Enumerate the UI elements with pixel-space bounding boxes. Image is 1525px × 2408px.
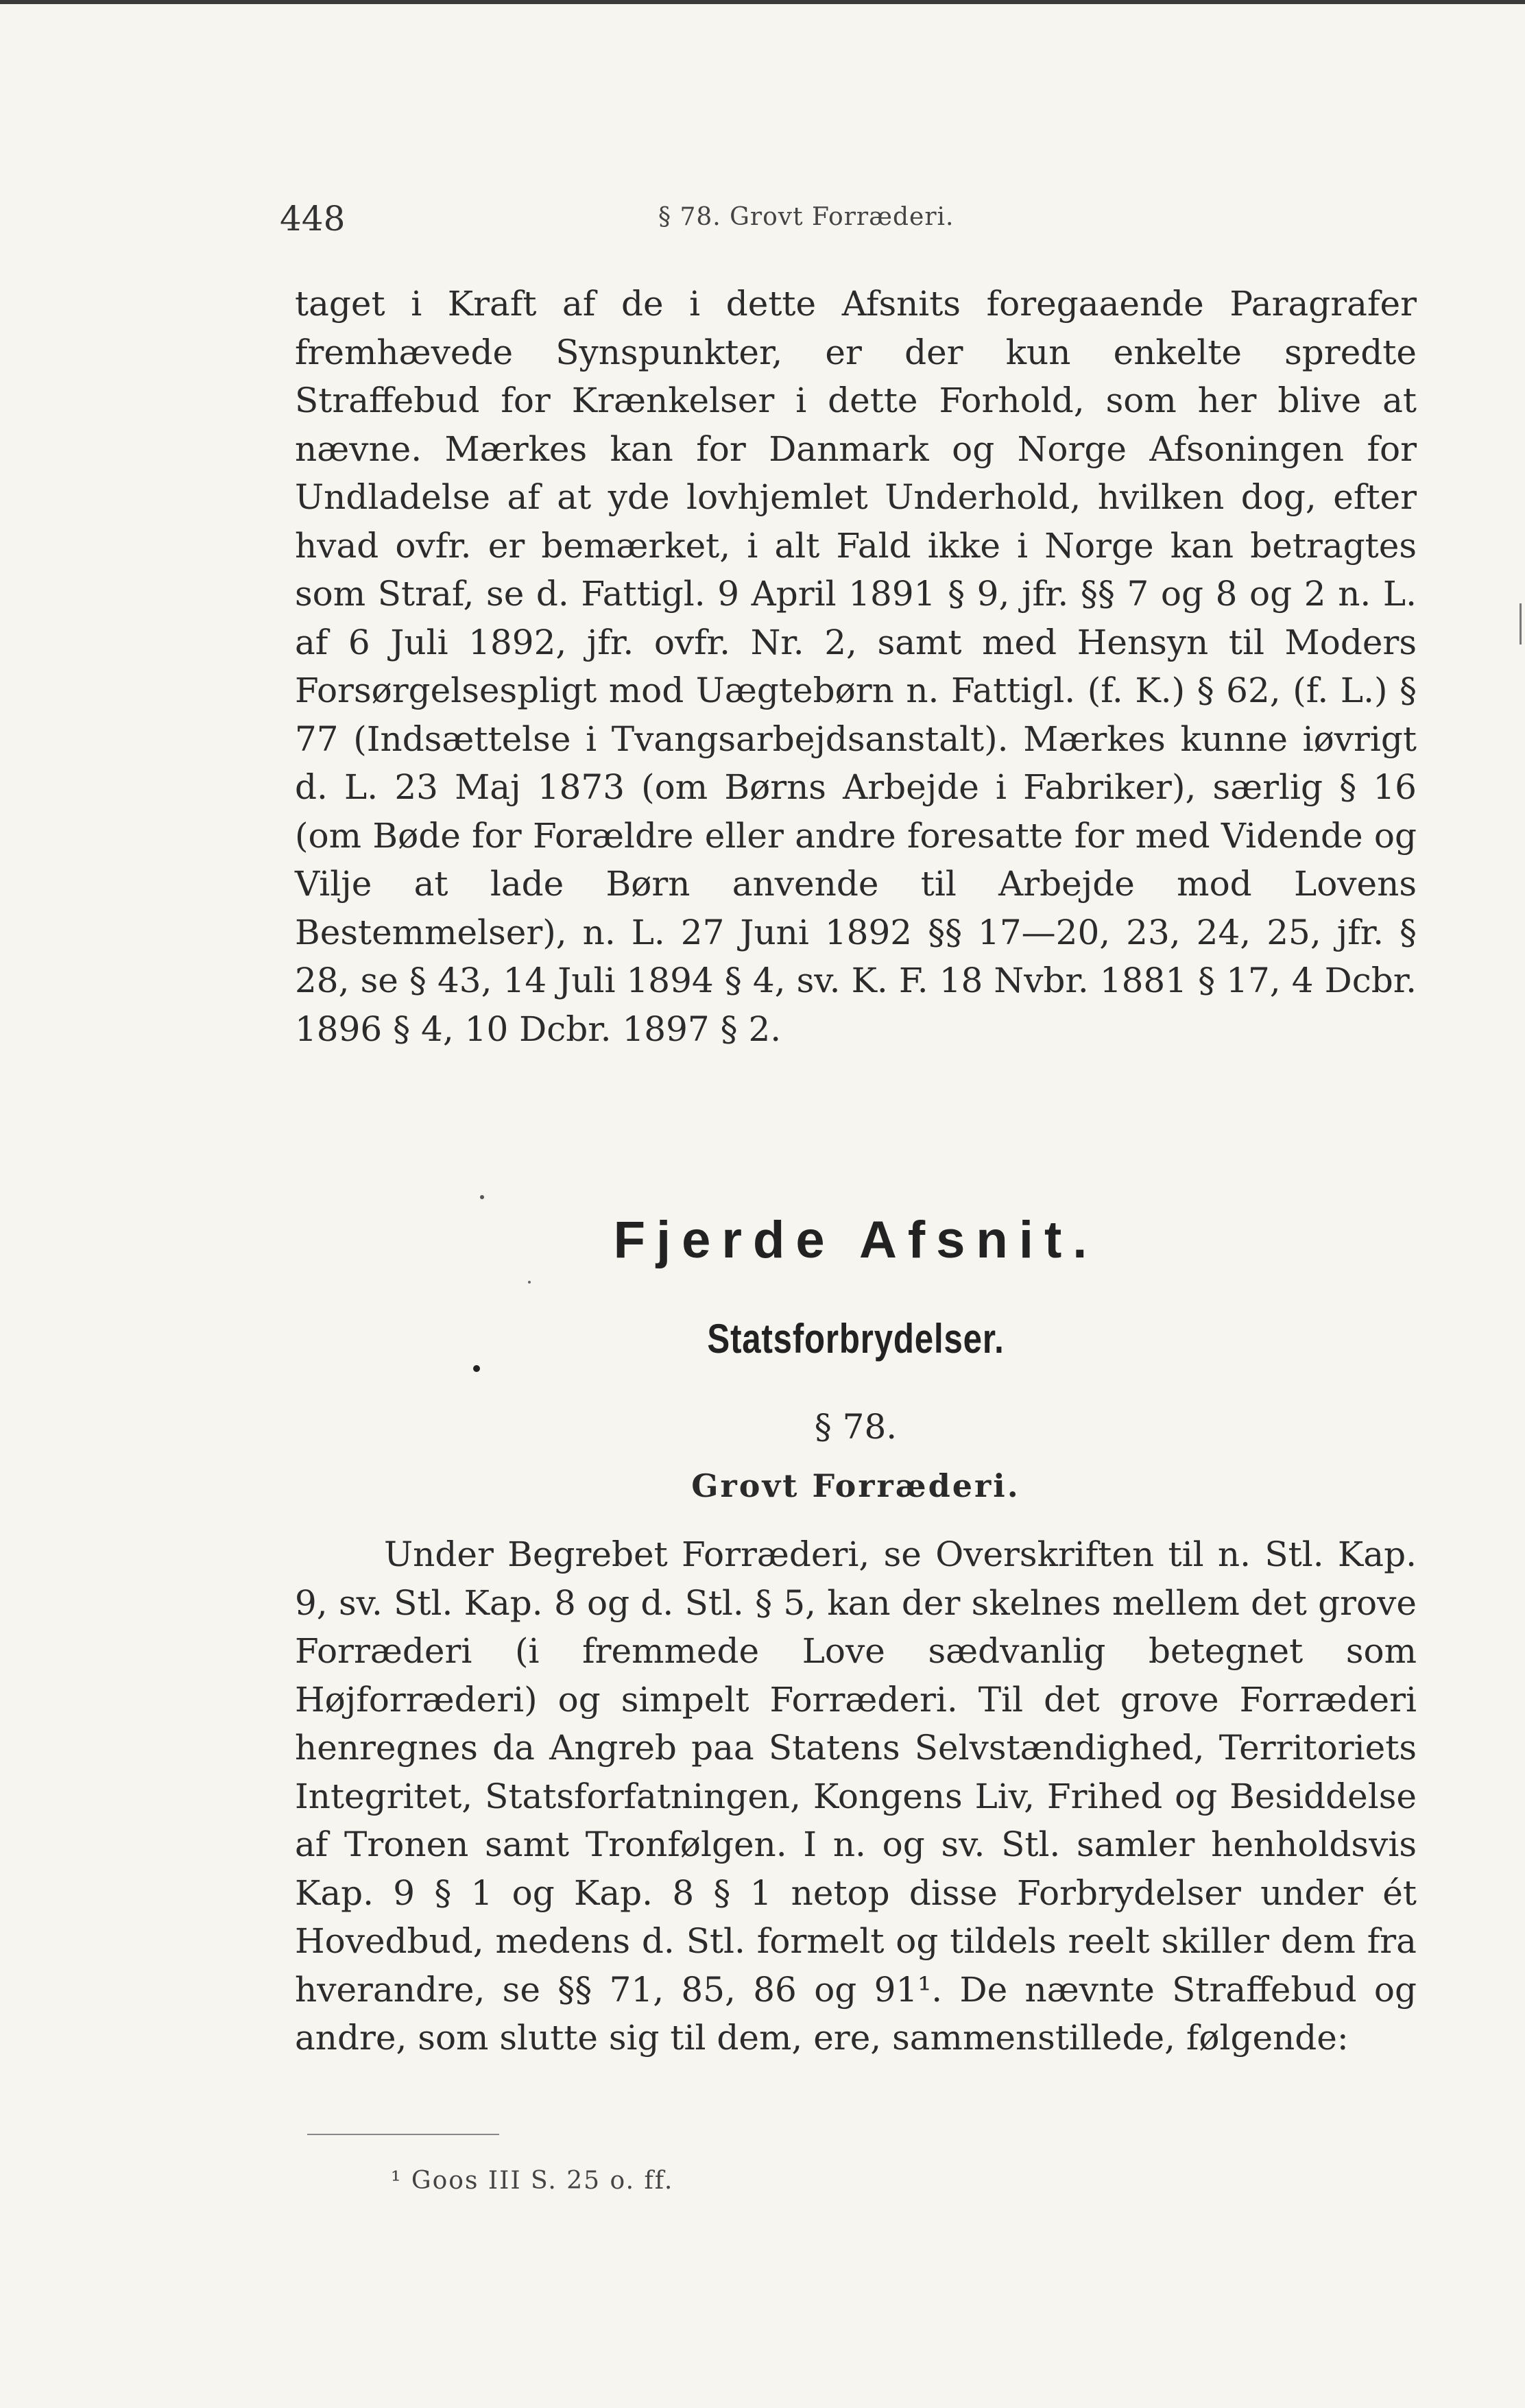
paragraph-number: § 78. <box>814 1407 898 1447</box>
section-subtitle: Statsforbrydelser. <box>707 1316 1005 1362</box>
page-number: 448 <box>280 199 346 239</box>
footnote: ¹ Goos III S. 25 o. ff. <box>391 2167 674 2195</box>
section-heading: Fjerde Afsnit. <box>613 1211 1098 1269</box>
paragraph-title: Grovt Forræderi. <box>691 1467 1020 1504</box>
body-paragraph-2: Under Begrebet Forræderi, se Overskriften til n. Stl. Kap. 9, sv. Stl. Kap. 8 og d. Stl. § 5, kan der skelnes mellem det grove Forræderi (i fremmede Love sædvanlig betegnet som Højforræderi) og simpelt Forræderi. Til det grove Forræderi henregnes da Angreb paa Statens Selvstændighed, Territoriets Integritet, Statsforfatningen, Kongens Liv, Frihed og Besiddelse af Tronen samt Tronfølgen. I n. og sv. Stl. samler henholdsvis Kap. 9 § 1 og Kap. 8 § 1 netop disse Forbrydelser under ét Hovedbud, medens d. Stl. formelt og tildels reelt skiller dem fra hverandre, se §§ 71, 85, 86 og 91¹. De nævnte Straffebud og andre, som slutte sig til dem, ere, sammenstillede, følgende: <box>295 1534 1417 2058</box>
body-paragraph-1: taget i Kraft af de i dette Afsnits foregaaende Paragrafer fremhævede Synspunkter, er der kun enkelte spredte Straffebud for Krænkelser i dette Forhold, som her blive at nævne. Mærkes kan for Danmark og Norge Afsoningen for Undladelse af at yde lovhjemlet Underhold, hvilken dog, efter hvad ovfr. er bemærket, i alt Fald ikke i Norge kan betragtes som Straf, se d. Fattigl. 9 April 1891 § 9, jfr. §§ 7 og 8 og 2 n. L. af 6 Juli 1892, jfr. ovfr. Nr. 2, samt med Hensyn til Moders Forsørgelsespligt mod Uægtebørn n. Fattigl. (f. K.) § 62, (f. L.) § 77 (Indsættelse i Tvangsarbejdsanstalt). Mærkes kunne iøvrigt d. L. 23 Maj 1873 (om Børns Arbejde i Fabriker), særlig § 16 (om Bøde for Forældre eller andre foresatte for med Vidende og Vilje at lade Børn anvende til Arbejde mod Lovens Bestemmelser), n. L. 27 Juni 1892 §§ 17—20, 23, 24, 25, jfr. § 28, se § 43, 14 Juli 1894 § 4, sv. K. F. 18 Nvbr. 1881 § 17, 4 Dcbr. 1896 § 4, 10 Dcbr. 1897 § 2. <box>295 284 1417 1049</box>
running-title: § 78. Grovt Forræderi. <box>658 203 954 231</box>
